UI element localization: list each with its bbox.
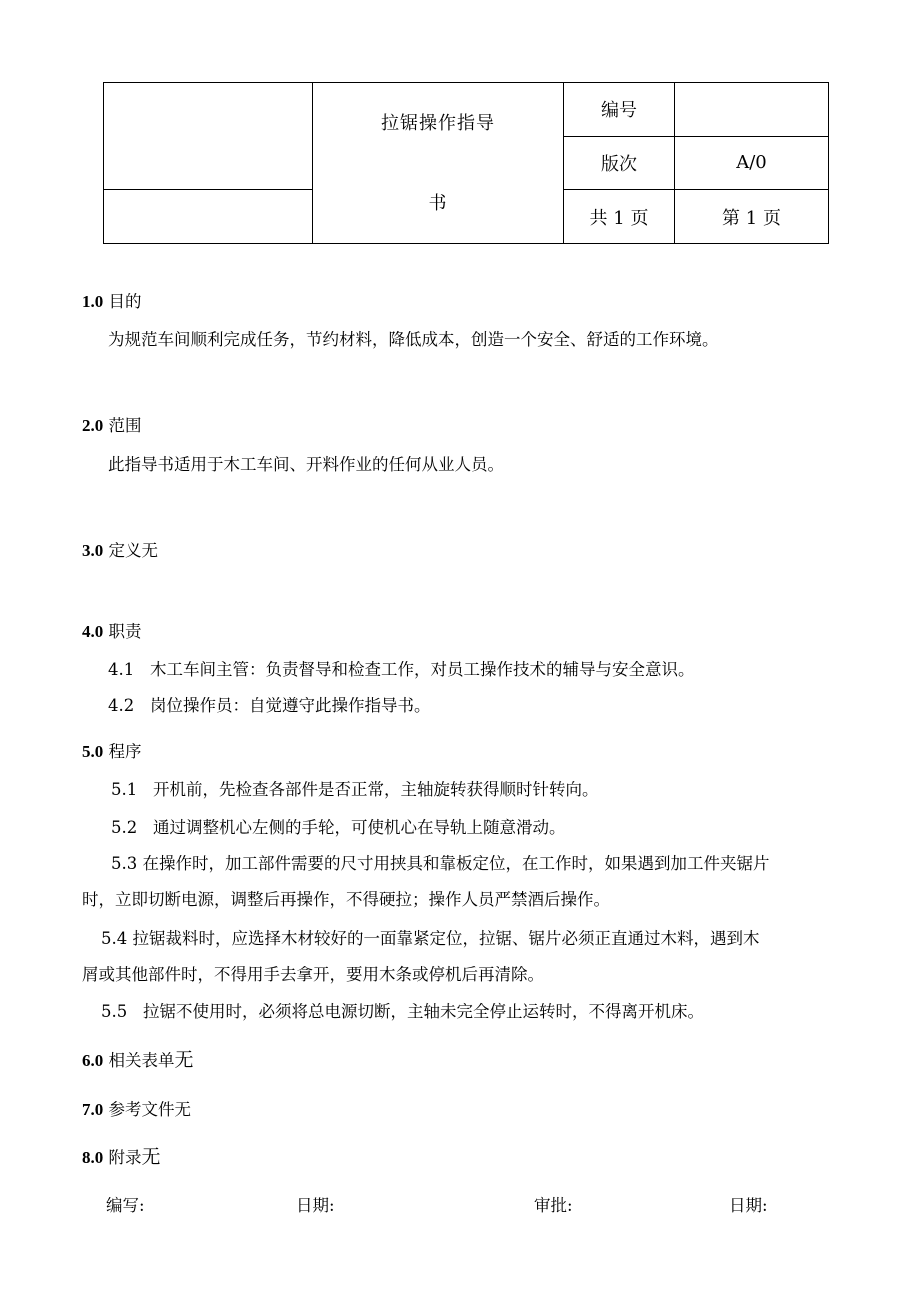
section-7-number: 7.0	[82, 1100, 104, 1119]
document-title-line2: 书	[428, 193, 448, 214]
blank-cell	[104, 190, 313, 244]
section-5-number: 5.0	[82, 742, 104, 761]
section-5-item-1: 5.1 开机前，先检查各部件是否正常，主轴旋转获得顺时针转向。	[111, 780, 599, 799]
section-2-heading	[82, 415, 142, 437]
code-value	[675, 83, 829, 137]
section-4-title: 职责	[108, 622, 142, 641]
version-label: 版次	[564, 136, 675, 190]
section-5-item-4-cont: 屑或其他部件时，不得用手去拿开，要用木条或停机后再清除。	[82, 965, 544, 984]
section-3-title: 定义无	[108, 541, 158, 560]
section-8-tail: 无	[141, 1146, 161, 1168]
section-4-heading	[82, 621, 142, 643]
date-label-1: 日期:	[296, 1196, 335, 1215]
version-value: A/0	[675, 136, 829, 190]
author-label: 编写:	[106, 1196, 145, 1215]
section-4-item-2: 4.2 岗位操作员：自觉遵守此操作指导书。	[108, 696, 431, 715]
section-1-title: 目的	[108, 292, 142, 311]
document-header-table	[103, 82, 829, 244]
section-1-heading	[82, 291, 142, 313]
section-5-title: 程序	[108, 742, 142, 761]
section-3-number: 3.0	[82, 541, 104, 560]
section-6-number: 6.0	[82, 1051, 104, 1070]
code-label: 编号	[564, 83, 675, 137]
section-5-item-3-cont: 时，立即切断电源，调整后再操作，不得硬拉；操作人员严禁酒后操作。	[82, 890, 610, 909]
section-8-heading	[82, 1146, 161, 1169]
section-2-title: 范围	[108, 416, 142, 435]
document-title-line1: 拉锯操作指导	[381, 113, 495, 134]
section-5-item-2: 5.2 通过调整机心左侧的手轮，可使机心在导轨上随意滑动。	[111, 818, 566, 837]
section-6-title: 相关表单	[108, 1051, 175, 1070]
section-6-tail: 无	[174, 1049, 194, 1071]
section-3-heading	[82, 540, 158, 562]
section-5-item-3: 5.3 在操作时，加工部件需要的尺寸用挟具和靠板定位，在工作时，如果遇到加工件夹锯片	[111, 854, 770, 873]
section-8-title: 附录	[108, 1148, 142, 1167]
section-2-number: 2.0	[82, 416, 104, 435]
section-6-heading	[82, 1049, 194, 1072]
date-label-2: 日期:	[729, 1196, 768, 1215]
section-8-number: 8.0	[82, 1148, 104, 1167]
section-7-title: 参考文件无	[108, 1100, 191, 1119]
approver-label: 审批:	[534, 1196, 573, 1215]
section-1-body: 为规范车间顺利完成任务，节约材料，降低成本，创造一个安全、舒适的工作环境。	[108, 330, 719, 349]
section-1-number: 1.0	[82, 292, 104, 311]
section-5-item-5: 5.5 拉锯不使用时，必须将总电源切断，主轴未完全停止运转时，不得离开机床。	[101, 1002, 704, 1021]
document-title	[313, 83, 564, 244]
total-pages: 共 1 页	[564, 190, 675, 244]
section-5-item-4: 5.4 拉锯裁料时，应选择木材较好的一面靠紧定位，拉锯、锯片必须正直通过木料，遇到木	[101, 929, 760, 948]
logo-cell	[104, 83, 313, 190]
section-4-number: 4.0	[82, 622, 104, 641]
current-page: 第 1 页	[675, 190, 829, 244]
section-5-heading	[82, 741, 142, 763]
section-7-heading	[82, 1099, 191, 1121]
section-4-item-1: 4.1 木工车间主管：负责督导和检查工作，对员工操作技术的辅导与安全意识。	[108, 660, 695, 679]
section-2-body: 此指导书适用于木工车间、开料作业的任何从业人员。	[108, 455, 504, 474]
